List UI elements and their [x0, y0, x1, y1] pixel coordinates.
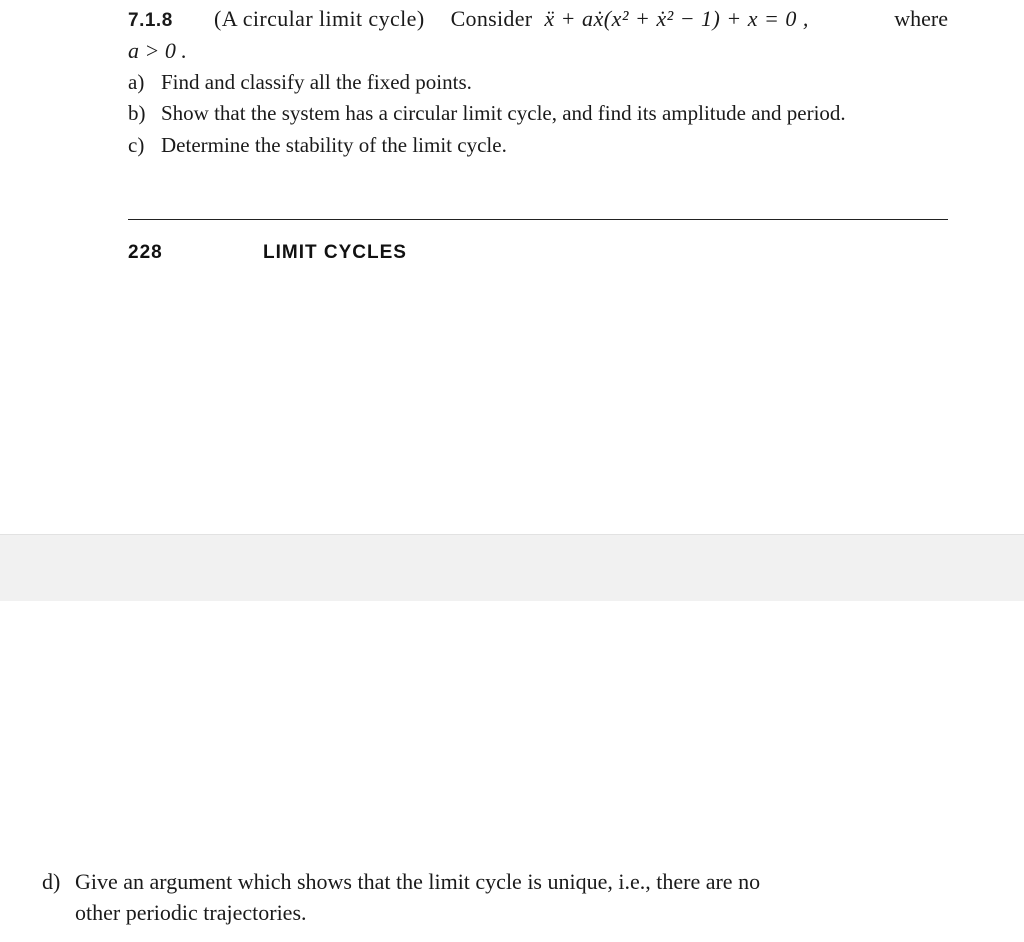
part-b-text: Show that the system has a circular limit cycle, and find its amplitude and period. — [161, 101, 846, 125]
page-number: 228 — [128, 242, 163, 263]
part-c-label: c) — [128, 133, 145, 157]
problem-condition: a > 0 . — [128, 38, 187, 63]
part-b — [128, 99, 846, 127]
problem-statement — [128, 4, 948, 36]
part-d-text-line1: Give an argument which shows that the limit cycle is unique, i.e., there are no — [75, 869, 761, 894]
problem-number: 7.1.8 — [128, 10, 173, 31]
problem-where: where — [894, 6, 948, 31]
part-a — [128, 68, 472, 96]
part-c-text: Determine the stability of the limit cycle. — [161, 133, 507, 157]
part-c — [128, 131, 507, 159]
page-separator — [0, 534, 1024, 602]
part-a-text: Find and classify all the fixed points. — [161, 70, 472, 94]
part-b-label: b) — [128, 101, 146, 125]
problem-equation: ẍ + aẋ(x² + ẋ² − 1) + x = 0 , — [544, 6, 809, 31]
problem-title: (A circular limit cycle) — [214, 6, 425, 31]
part-d — [42, 866, 902, 928]
part-d-text-line2: other periodic trajectories. — [75, 900, 307, 925]
part-d-label: d) — [42, 869, 61, 894]
problem-lead: Consider — [450, 6, 533, 31]
page-divider — [128, 219, 948, 220]
chapter-title: LIMIT CYCLES — [263, 242, 407, 263]
part-a-label: a) — [128, 70, 145, 94]
